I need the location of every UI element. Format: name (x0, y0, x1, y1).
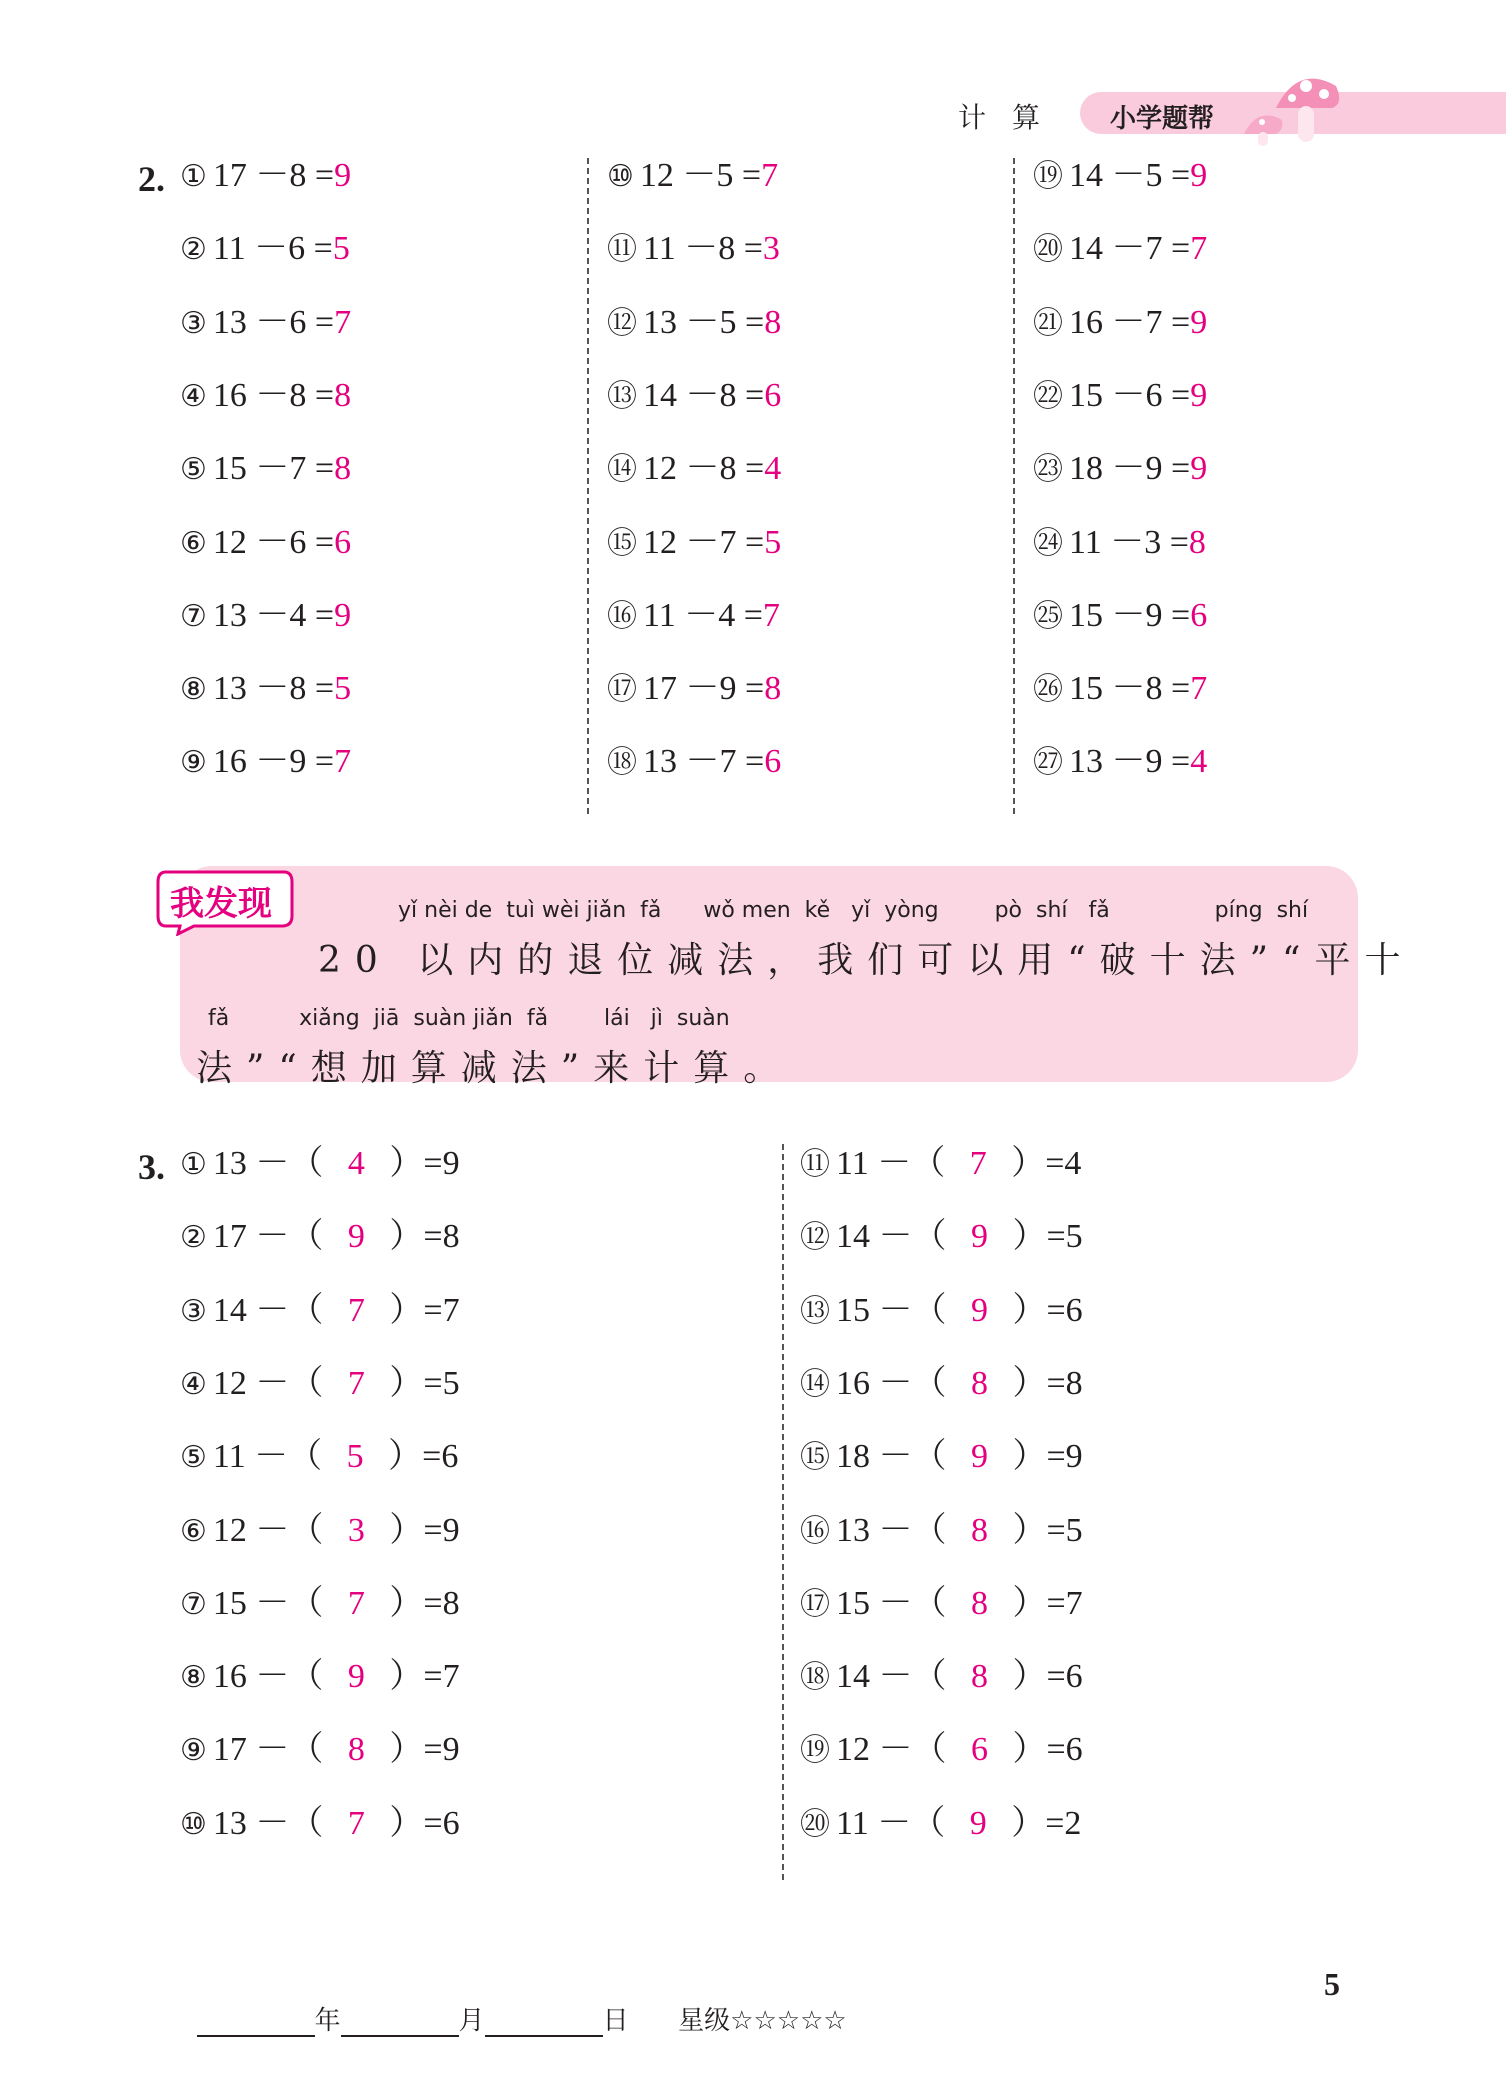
answer: 5 (334, 670, 352, 708)
equation-text: 12 －8 = (643, 450, 765, 488)
item-number: ㉗ (1033, 745, 1063, 781)
item-number: ⑤ (180, 1440, 207, 1476)
section-3-label: 3. (138, 1147, 165, 1187)
answer: 7 (334, 743, 352, 781)
equation-text: 15 －8 = (1069, 670, 1191, 708)
answer: 8 (764, 303, 782, 341)
answer: 5 (332, 230, 350, 268)
expression-right: ）=8 (389, 1218, 460, 1256)
equation-row (180, 742, 351, 783)
equation-text: 13 －9 = (1069, 743, 1191, 781)
item-number: ① (180, 159, 207, 194)
item-number: ㉔ (1033, 525, 1063, 561)
answer: 6 (1190, 596, 1208, 634)
equation-row (180, 376, 351, 417)
item-number: ⑥ (180, 525, 207, 561)
pinyin-line-2: fǎ xiǎng jiā suàn jiǎn fǎ lái jì suàn (208, 1006, 730, 1031)
item-number: ⑱ (607, 745, 637, 781)
item-number: ⑥ (180, 1513, 207, 1549)
answer: 8 (764, 670, 782, 708)
expression-left: 14 －（ (836, 1658, 947, 1696)
year-blank[interactable] (197, 2013, 315, 2037)
item-number: ⑦ (180, 598, 207, 634)
equation-row (1033, 376, 1207, 417)
expression-left: 14 －（ (212, 1291, 324, 1329)
expression-left: 12 －（ (212, 1511, 324, 1549)
answer: 4 (1190, 743, 1208, 781)
answer: 6 (334, 523, 352, 561)
item-number: ⑮ (800, 1440, 830, 1476)
fill-blank-row (180, 1730, 460, 1771)
expression-left: 11 －（ (212, 1438, 323, 1476)
fill-blank-row (180, 1144, 460, 1185)
item-number: ② (180, 1220, 207, 1256)
equation-text: 13 －6 = (212, 303, 335, 341)
answer: 7 (969, 1145, 987, 1182)
answer: 8 (347, 1731, 365, 1769)
answer: 9 (971, 1218, 988, 1256)
book-series-label: 小学题帮 (1110, 104, 1215, 134)
answer: 7 (347, 1291, 365, 1329)
equation-row (607, 596, 780, 637)
expression-right: ）=6 (1012, 1731, 1083, 1769)
day-label: 日 (602, 2006, 629, 2036)
item-number: ⑰ (607, 672, 637, 708)
item-number: ⑬ (800, 1293, 830, 1329)
item-number: ㉖ (1033, 672, 1063, 708)
answer: 9 (1190, 157, 1208, 194)
expression-right: ）=4 (1011, 1145, 1082, 1182)
answer: 9 (334, 596, 352, 634)
expression-right: ）=7 (389, 1291, 460, 1329)
answer: 9 (347, 1218, 365, 1256)
equation-row (180, 156, 351, 197)
item-number: ⑭ (800, 1366, 830, 1402)
column-divider (782, 1144, 784, 1880)
expression-left: 15 －（ (836, 1291, 947, 1329)
expression-right: ）=6 (1012, 1291, 1083, 1329)
fill-blank-row (800, 1144, 1081, 1185)
item-number: ④ (180, 1366, 207, 1402)
item-number: ⑯ (800, 1513, 830, 1549)
equation-row (180, 669, 351, 710)
expression-right: ）=2 (1011, 1804, 1082, 1842)
item-number: ⑫ (607, 305, 637, 341)
equation-text: 14 －8 = (643, 376, 765, 414)
equation-text: 11 －3 = (1069, 523, 1189, 561)
answer: 7 (761, 157, 779, 194)
expression-left: 15 －（ (836, 1584, 947, 1622)
expression-left: 11 －（ (836, 1145, 946, 1182)
equation-row (180, 229, 350, 270)
equation-text: 15 －6 = (1069, 376, 1191, 414)
expression-right: ）=5 (1012, 1511, 1083, 1549)
expression-right: ）=5 (1012, 1218, 1083, 1256)
answer: 8 (334, 450, 352, 488)
year-label: 年 (314, 2006, 341, 2036)
fill-blank-row (800, 1584, 1083, 1625)
equation-text: 11 －8 = (643, 230, 763, 268)
equation-row (607, 156, 778, 197)
section-2-label: 2. (138, 159, 165, 199)
mushroom-icon (1236, 56, 1346, 146)
answer: 8 (971, 1658, 988, 1696)
item-number: ⑬ (607, 378, 637, 414)
answer: 3 (762, 230, 780, 268)
expression-left: 13 －（ (212, 1145, 324, 1182)
item-number: ⑨ (180, 1733, 207, 1769)
answer: 8 (971, 1584, 988, 1622)
equation-row (607, 669, 781, 710)
expression-left: 13 －（ (212, 1804, 324, 1842)
item-number: ⑧ (180, 1660, 207, 1696)
equation-row (1033, 303, 1207, 344)
item-number: ⑪ (607, 232, 637, 268)
item-number: ⑱ (800, 1660, 830, 1696)
answer: 9 (969, 1804, 987, 1842)
expression-left: 13 －（ (836, 1511, 947, 1549)
equation-row (607, 376, 781, 417)
equation-text: 12 －7 = (643, 523, 765, 561)
answer: 5 (764, 523, 782, 561)
equation-row (1033, 229, 1207, 270)
column-divider (1013, 158, 1015, 814)
month-blank[interactable] (341, 2013, 459, 2037)
equation-text: 17 －8 = (212, 157, 335, 194)
column-divider (587, 158, 589, 814)
page-number: 5 (1324, 1966, 1340, 2002)
pinyin-line-1: yǐ nèi de tuì wèi jiǎn fǎ wǒ men kě yǐ yòng pò shí fǎ píng shí (398, 898, 1309, 923)
answer: 7 (1190, 670, 1208, 708)
fill-blank-row (800, 1730, 1083, 1771)
item-number: ② (180, 232, 207, 268)
equation-text: 14 －7 = (1069, 230, 1191, 268)
item-number: ㉕ (1033, 598, 1063, 634)
equation-text: 12 －5 = (639, 157, 762, 194)
fill-blank-row (180, 1364, 460, 1405)
equation-text: 16 －9 = (212, 743, 335, 781)
fill-blank-row (800, 1364, 1083, 1405)
item-number: ⑰ (800, 1586, 830, 1622)
expression-left: 15 －（ (212, 1584, 324, 1622)
answer: 9 (971, 1291, 988, 1329)
expression-left: 12 －（ (836, 1731, 947, 1769)
item-number: ⑲ (800, 1733, 830, 1769)
expression-right: ）=6 (388, 1438, 459, 1476)
answer: 9 (334, 157, 352, 194)
expression-right: ）=5 (389, 1364, 460, 1402)
item-number: ⑦ (180, 1586, 207, 1622)
item-number: ⑮ (607, 525, 637, 561)
equation-row (1033, 596, 1207, 637)
item-number: ㉒ (1033, 378, 1063, 414)
equation-text: 11 －6 = (212, 230, 333, 268)
item-number: ⑲ (1033, 159, 1063, 194)
discovery-text-line-1: 20 以内的退位减法，我们可以用“破十法”“平十 (318, 940, 1415, 981)
equation-row (607, 303, 781, 344)
equation-text: 13 －5 = (643, 303, 765, 341)
item-number: ㉓ (1033, 452, 1063, 488)
item-number: ⑨ (180, 745, 207, 781)
item-number: ⑪ (800, 1147, 830, 1182)
equation-row (1033, 742, 1207, 783)
equation-row (1033, 669, 1207, 710)
fill-blank-row (180, 1804, 460, 1845)
equation-text: 16 －8 = (212, 376, 335, 414)
item-number: ③ (180, 1293, 207, 1329)
discovery-badge: 我发现 (170, 884, 272, 924)
fill-blank-row (800, 1217, 1083, 1258)
equation-text: 13 －4 = (212, 596, 335, 634)
equation-row (607, 523, 781, 564)
expression-left: 12 －（ (212, 1364, 324, 1402)
item-number: ⑭ (607, 452, 637, 488)
item-number: ④ (180, 378, 207, 414)
equation-row (607, 449, 781, 490)
answer: 9 (347, 1658, 365, 1696)
item-number: ③ (180, 305, 207, 341)
answer: 7 (347, 1364, 365, 1402)
fill-blank-row (180, 1584, 460, 1625)
equation-text: 15 －7 = (212, 450, 335, 488)
item-number: ⑧ (180, 672, 207, 708)
fill-blank-row (180, 1437, 458, 1478)
fill-blank-row (180, 1217, 460, 1258)
answer: 9 (1190, 303, 1208, 341)
answer: 6 (764, 376, 782, 414)
item-number: ㉑ (1033, 305, 1063, 341)
fill-blank-row (800, 1291, 1083, 1332)
equation-row (180, 449, 351, 490)
fill-blank-row (180, 1291, 460, 1332)
month-label: 月 (458, 2006, 485, 2036)
equation-text: 15 －9 = (1069, 596, 1191, 634)
item-number: ① (180, 1147, 207, 1182)
rating-label: 星级☆☆☆☆☆ (678, 2006, 847, 2036)
item-number: ⑩ (180, 1806, 207, 1842)
fill-blank-row (800, 1804, 1081, 1845)
equation-row (1033, 156, 1207, 197)
equation-text: 14 －5 = (1069, 157, 1191, 194)
expression-right: ）=9 (389, 1511, 460, 1549)
equation-row (607, 229, 780, 270)
expression-right: ）=8 (1012, 1364, 1083, 1402)
equation-row (180, 596, 351, 637)
expression-right: ）=9 (1012, 1438, 1083, 1476)
equation-text: 13 －8 = (212, 670, 335, 708)
equation-text: 11 －4 = (643, 596, 763, 634)
answer: 4 (347, 1145, 365, 1182)
item-number: ⑩ (607, 159, 634, 194)
expression-right: ）=6 (1012, 1658, 1083, 1696)
answer: 3 (347, 1511, 365, 1549)
day-blank[interactable] (485, 2013, 603, 2037)
item-number: ⑳ (1033, 232, 1063, 268)
expression-left: 16 －（ (212, 1658, 324, 1696)
expression-left: 11 －（ (836, 1804, 946, 1842)
expression-right: ）=6 (389, 1804, 460, 1842)
answer: 7 (347, 1584, 365, 1622)
equation-row (180, 303, 351, 344)
date-rating-footer (180, 1970, 847, 2037)
equation-row (607, 742, 781, 783)
answer: 8 (971, 1511, 988, 1549)
answer: 8 (971, 1364, 988, 1402)
answer: 7 (762, 596, 780, 634)
expression-right: ）=9 (389, 1145, 460, 1182)
equation-text: 17 －9 = (643, 670, 765, 708)
answer: 7 (1190, 230, 1208, 268)
answer: 8 (334, 376, 352, 414)
answer: 9 (1190, 376, 1208, 414)
answer: 6 (764, 743, 782, 781)
expression-left: 18 －（ (836, 1438, 947, 1476)
equation-row (1033, 449, 1207, 490)
answer: 5 (346, 1438, 364, 1476)
fill-blank-row (180, 1511, 460, 1552)
fill-blank-row (800, 1657, 1083, 1698)
equation-text: 16 －7 = (1069, 303, 1191, 341)
item-number: ⑳ (800, 1806, 830, 1842)
expression-right: ）=8 (389, 1584, 460, 1622)
discovery-text-line-2: 法”“想加算减法”来计算。 (196, 1048, 794, 1089)
item-number: ⑤ (180, 452, 207, 488)
equation-text: 12 －6 = (212, 523, 335, 561)
answer: 9 (1190, 450, 1208, 488)
answer: 7 (347, 1804, 365, 1842)
equation-text: 13 －7 = (643, 743, 765, 781)
fill-blank-row (800, 1511, 1083, 1552)
answer: 9 (971, 1438, 988, 1476)
equation-text: 18 －9 = (1069, 450, 1191, 488)
expression-left: 17 －（ (212, 1218, 324, 1256)
expression-right: ）=7 (1012, 1584, 1083, 1622)
item-number: ⑯ (607, 598, 637, 634)
expression-right: ）=7 (389, 1658, 460, 1696)
answer: 4 (764, 450, 782, 488)
expression-right: ）=9 (389, 1731, 460, 1769)
answer: 8 (1188, 523, 1206, 561)
equation-row (180, 523, 351, 564)
expression-left: 14 －（ (836, 1218, 947, 1256)
expression-left: 17 －（ (212, 1731, 324, 1769)
fill-blank-row (180, 1657, 460, 1698)
expression-left: 16 －（ (836, 1364, 947, 1402)
fill-blank-row (800, 1437, 1083, 1478)
equation-row (1033, 523, 1206, 564)
page-title: 计算 (958, 101, 1067, 134)
answer: 6 (971, 1731, 988, 1769)
answer: 7 (334, 303, 352, 341)
item-number: ⑫ (800, 1220, 830, 1256)
